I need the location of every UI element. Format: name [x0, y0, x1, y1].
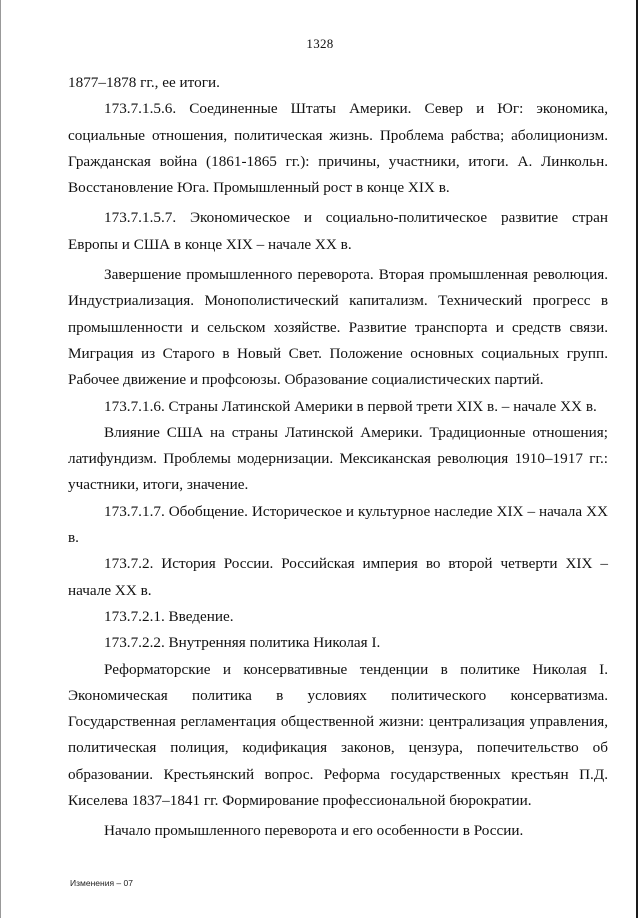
- paragraph-section-173-7-2: 173.7.2. История России. Российская империя во второй четверти XIX – начале XX в.: [68, 555, 608, 599]
- scan-edge-right: [636, 0, 638, 918]
- paragraph-section-173-7-1-6: 173.7.1.6. Страны Латинской Америки в первой трети XIX в. – начале XX в.: [104, 397, 597, 415]
- paragraph-industrial-revolution-russia: Начало промышленного переворота и его особенности в России.: [104, 822, 524, 840]
- paragraph-industrial-revolution: Завершение промышленного переворота. Вторая промышленная революция. Индустриализация. Монополистический капитализм. Технический прогресс в промышленности и сельском хозяйстве. Развитие транспорта и средств связи. Миграция из Старого в Новый Свет. Положение основных социальных групп. Рабочее движение и профсоюзы. Образование социалистических партий.: [68, 266, 608, 389]
- paragraph-continuation: 1877–1878 гг., ее итоги.: [68, 74, 220, 91]
- paragraph-section-173-7-1-7: 173.7.1.7. Обобщение. Историческое и культурное наследие XIX – начала XX в.: [68, 502, 608, 547]
- paragraph-section-173-7-1-5-6: 173.7.1.5.6. Соединенные Штаты Америки. Север и Юг: экономика, социальные отношения, политическая жизнь. Проблема рабства; аболиционизм. Гражданская война (1861-1865 гг.): причины, участники, итоги. А. Линкольн. Восстановление Юга. Промышленный рост в конце XIX в.: [68, 100, 608, 197]
- paragraph-section-173-7-1-5-7: 173.7.1.5.7. Экономическое и социально-политическое развитие стран Европы и США в конце XIX – начале XX в.: [68, 209, 608, 253]
- scan-edge-left: [0, 0, 1, 918]
- paragraph-nicholas-policy: Реформаторские и консервативные тенденции в политике Николая I. Экономическая политика в условиях политического консерватизма. Государственная регламентация общественной жизни: централизация управления, политическая полиция, кодификация законов, цензура, попечительство об образовании. Крестьянский вопрос. Реформа государственных крестьян П.Д. Киселева 1837–1841 гг. Формирование профессиональной бюрократии.: [68, 660, 608, 810]
- paragraph-latin-america: Влияние США на страны Латинской Америки. Традиционные отношения; латифундизм. Проблемы модернизации. Мексиканская революция 1910–1917 гг.: участники, итоги, значение.: [68, 423, 608, 494]
- body-text: [68, 70, 608, 845]
- paragraph-section-173-7-2-1: 173.7.2.1. Введение.: [104, 607, 234, 625]
- page-number: 1328: [306, 36, 334, 51]
- footer-revision-note: Изменения – 07: [70, 878, 133, 888]
- paragraph-section-173-7-2-2: 173.7.2.2. Внутренняя политика Николая I.: [104, 634, 381, 652]
